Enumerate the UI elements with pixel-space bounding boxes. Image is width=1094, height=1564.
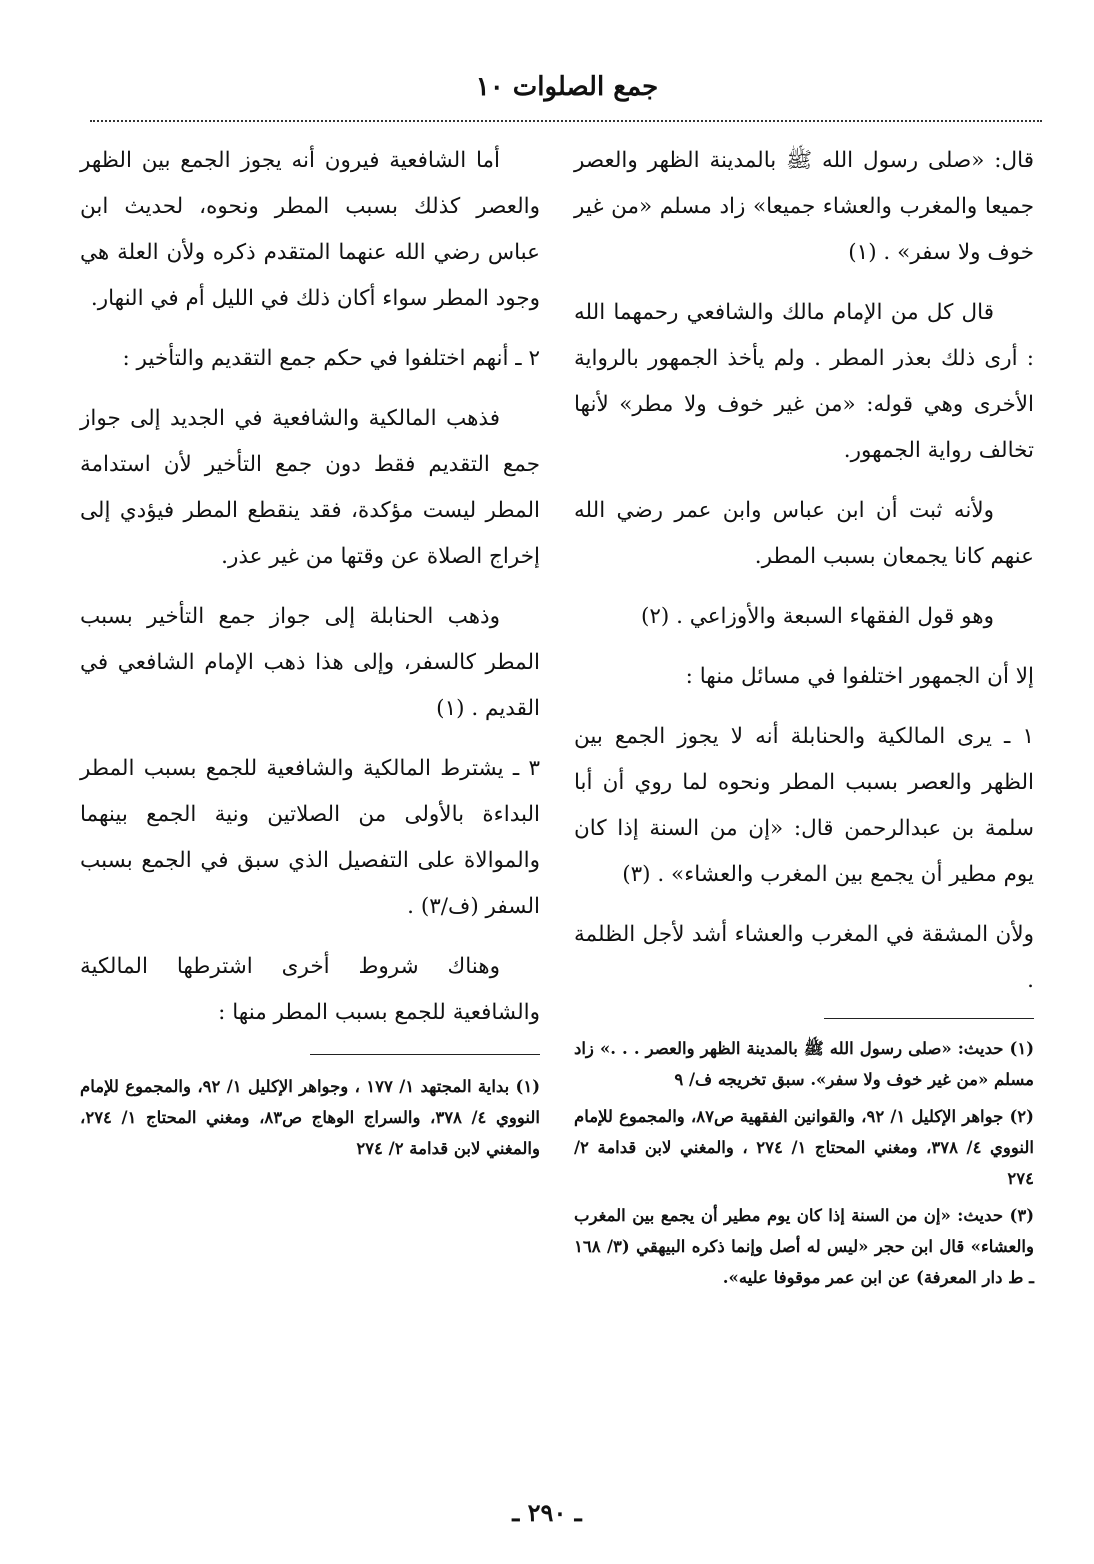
footnote: (٢) جواهر الإكليل ١/ ٩٢، والقوانين الفقهية ص٨٧، والمجموع للإمام النووي ٤/ ٣٧٨، ومغني المحتاج ١/ ٢٧٤ ، والمغني لابن قدامة ٢/ ٢٧٤ xyxy=(574,1107,1035,1188)
paragraph: قال كل من الإمام مالك والشافعي رحمهما الله : أرى ذلك بعذر المطر . ولم يأخذ الجمهور بالرواية الأخرى وهي قوله: «من غير خوف ولا مطر» لأنها تخالف رواية الجمهور. xyxy=(574,300,1034,463)
right-column-footnotes xyxy=(574,1033,1034,1293)
header-dotted-rule xyxy=(90,120,1042,122)
paragraph: إلا أن الجمهور اختلفوا في مسائل منها : xyxy=(685,664,1034,689)
paragraph: قال: «صلى رسول الله ﷺ بالمدينة الظهر والعصر جميعا والمغرب والعشاء جميعا» زاد مسلم «من غير خوف ولا سفر» . (١) xyxy=(574,148,1034,265)
footnote: (١) بداية المجتهد ١/ ١٧٧ ، وجواهر الإكليل ١/ ٩٢، والمجموع للإمام النووي ٤/ ٣٧٨، والسراج الوهاج ص٨٣، ومغني المحتاج ١/ ٢٧٤، والمغني لابن قدامة ٢/ ٢٧٤ xyxy=(80,1077,541,1158)
paragraph: ١ ـ يرى المالكية والحنابلة أنه لا يجوز الجمع بين الظهر والعصر بسبب المطر ونحوه لما روي أن أبا سلمة بن عبدالرحمن قال: «إن من السنة إذا كان يوم مطير أن يجمع بين المغرب والعشاء» . (٣) xyxy=(574,724,1034,887)
running-header: جمع الصلوات ١٠ xyxy=(475,72,659,102)
paragraph: فذهب المالكية والشافعية في الجديد إلى جواز جمع التقديم فقط دون جمع التأخير لأن استدامة المطر ليست مؤكدة، فقد ينقطع المطر فيؤدي إلى إخراج الصلاة عن وقتها من غير عذر. xyxy=(80,406,540,569)
paragraph: وهو قول الفقهاء السبعة والأوزاعي . (٢) xyxy=(640,604,994,629)
left-column-body xyxy=(80,138,540,1036)
right-column xyxy=(574,138,1034,1299)
paragraph: ولأنه ثبت أن ابن عباس وابن عمر رضي الله عنهم كانا يجمعان بسبب المطر. xyxy=(574,498,1034,569)
paragraph: ٣ ـ يشترط المالكية والشافعية للجمع بسبب المطر البداءة بالأولى من الصلاتين ونية الجمع بينهما والموالاة على التفصيل الذي سبق في الجمع بسبب السفر (ف/٣) . xyxy=(80,756,540,919)
paragraph: وذهب الحنابلة إلى جواز جمع التأخير بسبب المطر كالسفر، وإلى هذا ذهب الإمام الشافعي في القديم . (١) xyxy=(80,604,540,721)
paragraph: ٢ ـ أنهم اختلفوا في حكم جمع التقديم والتأخير : xyxy=(122,346,540,371)
footnote-separator xyxy=(310,1054,540,1055)
page-number: ـ ٢٩٠ ـ xyxy=(512,1498,582,1527)
paragraph: أما الشافعية فيرون أنه يجوز الجمع بين الظهر والعصر كذلك بسبب المطر ونحوه، لحديث ابن عباس رضي الله عنهما المتقدم ذكره ولأن العلة هي وجود المطر سواء أكان ذلك في الليل أم في النهار. xyxy=(80,148,540,311)
paragraph: وهناك شروط أخرى اشترطها المالكية والشافعية للجمع بسبب المطر منها : xyxy=(80,954,540,1025)
footnote: (٣) حديث: «إن من السنة إذا كان يوم مطير أن يجمع بين المغرب والعشاء» قال ابن حجر «ليس له أصل وإنما ذكره البيهقي (٣/ ١٦٨ ـ ط دار المعرفة) عن ابن عمر موقوفا عليه». xyxy=(574,1206,1034,1287)
left-column-footnotes xyxy=(80,1071,540,1164)
right-column-body xyxy=(574,138,1034,1004)
paragraph: ولأن المشقة في المغرب والعشاء أشد لأجل الظلمة . xyxy=(574,922,1034,993)
footnote-separator xyxy=(824,1018,1034,1019)
left-column xyxy=(80,138,540,1170)
footnote: (١) حديث: «صلى رسول الله ﷺ بالمدينة الظهر والعصر . . .» زاد مسلم «من غير خوف ولا سفر». سبق تخريجه ف/ ٩ xyxy=(574,1039,1034,1089)
